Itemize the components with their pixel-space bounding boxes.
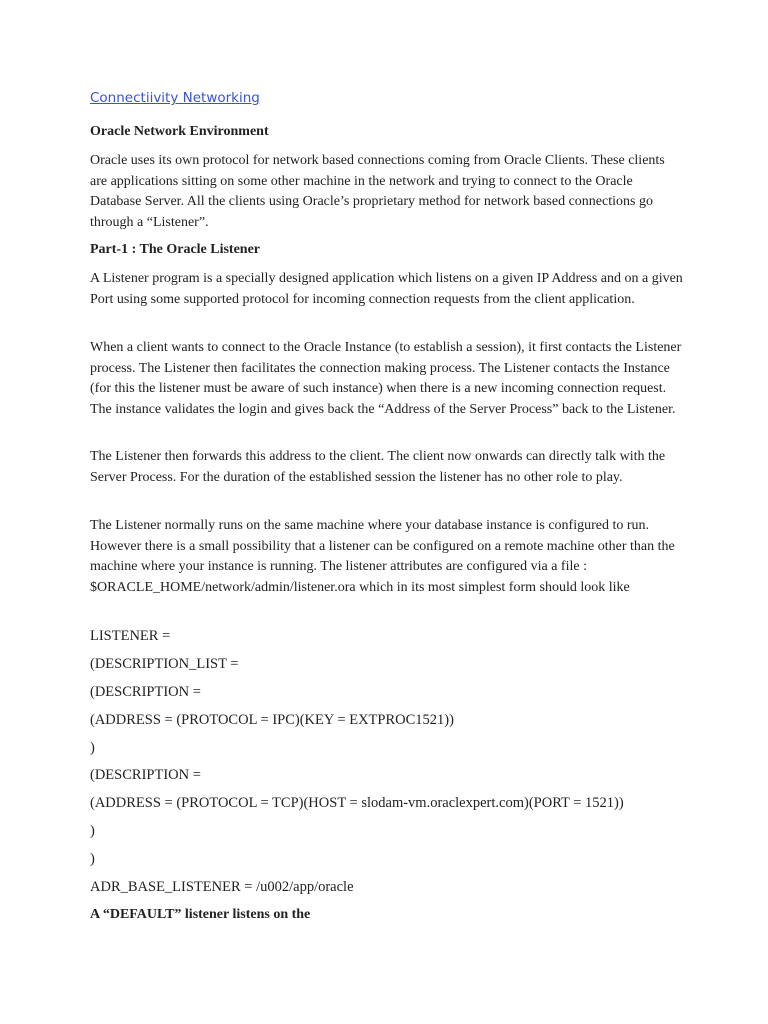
code-line: )	[90, 823, 95, 839]
client-connection-paragraph: When a client wants to connect to the Oracle Instance (to establish a session), it first contacts the Listener process. The Listener then facilitates the connection making process. The Listener contacts the Instance (for this the listener must be aware of such instance) when there is a new incoming connection request. The instance validates the login and gives back the “Address of the Server Process” back to the Listener.	[90, 340, 682, 417]
code-line: (DESCRIPTION_LIST =	[90, 656, 239, 672]
listener-definition-paragraph: A Listener program is a specially designed application which listens on a given IP Address and on a given Port using some supported protocol for incoming connection requests from the client application.	[90, 271, 683, 307]
code-line: (DESCRIPTION =	[90, 767, 201, 783]
forward-address-paragraph: The Listener then forwards this address to the client. The client now onwards can directly talk with the Server Process. For the duration of the established session the listener has no other role to play.	[90, 449, 666, 485]
oracle-network-environment-heading: Oracle Network Environment	[90, 124, 269, 139]
default-listener-heading: A “DEFAULT” listener listens on the	[90, 907, 311, 922]
code-line: ADR_BASE_LISTENER = /u002/app/oracle	[90, 879, 354, 895]
code-line: (ADDRESS = (PROTOCOL = IPC)(KEY = EXTPROC1521))	[90, 712, 454, 728]
listener-config-paragraph: The Listener normally runs on the same machine where your database instance is configured to run. However there is a small possibility that a listener can be configured on a remote machine other than the machine where your instance is running. The listener attributes are configured via a file : $ORACLE_HOME/network/admin/listener.ora which in its most simplest form should look like	[90, 518, 675, 595]
code-line: )	[90, 851, 95, 867]
code-line: (DESCRIPTION =	[90, 684, 201, 700]
code-line: LISTENER =	[90, 628, 171, 644]
connectivity-networking-link[interactable]: Connectiivity Networking	[90, 90, 260, 106]
intro-paragraph: Oracle uses its own protocol for network based connections coming from Oracle Clients. These clients are applications sitting on some other machine in the network and trying to connect to the Oracle Database Server. All the clients using Oracle’s proprietary method for network based connections go through a “Listener”.	[90, 153, 665, 230]
part1-heading: Part-1 : The Oracle Listener	[90, 242, 261, 257]
code-line: (ADDRESS = (PROTOCOL = TCP)(HOST = slodam-vm.oraclexpert.com)(PORT = 1521))	[90, 795, 624, 811]
code-line: )	[90, 740, 95, 756]
